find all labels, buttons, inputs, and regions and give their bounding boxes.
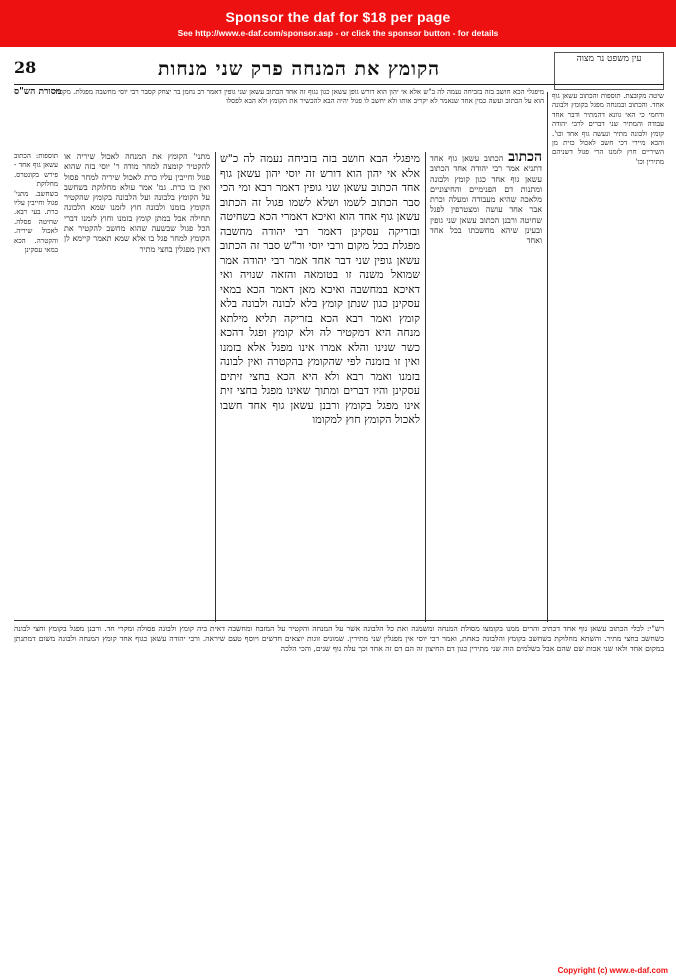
margin-notes: תוספות: הכתוב עשאן גוף אחד - פירש בקונטרס. מחלוקת בשחשב. מתני' פגול וחייבין עליו כרת. בעי רבא. שחיטה פסלה. לאכול שיריה. והקטרה. הכא במאי עסקינן (14, 152, 58, 255)
top-commentary: מיפגלי הכא חושב בזה בזביחה נעמה לה ב"ש אלא אי יהון הוא דורש גופן עשאן כגון נגוף זה אחד הכתוב עשאן שני גופין דאמר רב נחמן בר יצחק קסבר רבי יוסי מחשבה מפגלת. מקפיד הוא על הכתוב ועשה כמין אחד שנאמר לא יקריב אותו ולא יחשב לו פגול יהיה הבא להכשיר את הקומץ ולא הבא לפסלו (54, 88, 544, 105)
sponsor-title[interactable]: Sponsor the daf for $18 per page (225, 9, 451, 25)
ein-mishpat-column: שיטה מקובצת. תוספות והכתוב עשאן גוף אחד. והכתוב ובמנחה מפגל בקומץ ולבונה ודחמי כי האי גוונא דהמתיר ודבר אחד עבודה והמתיר שני דברים לרבי יהודה קומץ ולבונה מתיר ונעשה גוף אחד וכו'. והכא מיירי דכי חשב לאכול כזית מן השיריים חוץ לזמנו הרי פגול דשניהם מתירין וכו' (552, 92, 664, 166)
copyright-notice[interactable]: Copyright (c) www.e-daf.com (557, 966, 668, 975)
page-title: הקומץ את המנחה פרק שני מנחות (157, 58, 441, 80)
rashi-column: מתני' הקומץ את המנחה לאכול שיריה או להקטיר קומצה למחר מודה ר' יוסי בזה שהוא פגול וחייבין עליו כרת לאכול שיריה למחר פסול ואין בו כרת. גמ' אמר עולא מחלוקת בשחשב על הקומץ בלבונה ועל הלבונה בקומץ שהקטיר הקומץ בזמנו ולבונה חוץ לזמנו שמא הלבונה תחילה אבל במתן קומץ בזמנו וחוץ לזמנו דברי הכל פגול שבשעה שהוא מחשב להקטיר את הקומץ למחר פגל בו אלא שמא תאמר קיימא לן דאין מפגלין בחצי מתיר (64, 152, 210, 254)
talmud-page (14, 52, 664, 958)
column-divider (215, 152, 216, 622)
right-commentary-column (430, 152, 542, 622)
masoret-hashas-header: מסורת הש"ס (14, 87, 62, 97)
right-commentary-text: הכתוב עשאן גוף אחד דתניא אמר רבי יהודה אחד הכתוב עשאן גוף אחד כגון קומץ ולבונה ומתנות דם הפנימיים והחיצוניים מלאכה שהיא מעבודה ומעלה וכרת אבר אחד עושה ומצטרפין לפגל שחיטה ורבנן הכתוב עשאן שני גופין ובעינן שיהא מחשבתו בכל אחד ואחד (430, 154, 542, 246)
header-rule (14, 84, 664, 85)
ein-mishpat-header: עין משפט נר מצוה (554, 52, 664, 90)
page-number: 28 (14, 58, 37, 77)
sponsor-banner[interactable] (0, 0, 676, 47)
footnote-rule (14, 620, 664, 621)
commentary-heading: הכתוב (508, 152, 542, 165)
gemara-text: מיפגלי הבא חושב בזה בזביחה נעמה לה כ"ש אלא אי יהון הוא דורש זה יוסי יהון עשאן גוף אחד הכתוב עשאן שני גופין דאמר רבא ומי הכי סבר הכתוב לשמו ושלא לשמו פגול זה הכתוב עשאן גוף אחד הוא ואיכא דאמרי הכא בשחיטה ובזריקה עסקינן דאמר רבי יהודה מחשבה מפגלת בכל מקום ורבי יוסי ור"ש סבר זה הכתוב עשאן גופין שני דבר אחד אמר רבי יהודה אמר שמואל משנה זו בטומאה והזאה שנויה ואי דאיכא במחשבה ואיכא מאן דאמר הכא במאי עסקינן כגון שנתן קומץ בלא לבונה ולבונה בלא קומץ ואמר רבא הכא בזריקה תליא מילתא מנחה היא דמקטיר לה ולא קומץ ופגל דהכא כשר שנינו והלא אמרו אינו מפגל אלא בזמנו ואין זו בזמנה לפי שהקומץ בהקטרה ואין לבונה בזמנו ואמר רבא ולא היא הכא בחצי זיתים עסקינן והיו דברים ומתוך שאינו מפגל בחצי זית אינו מפגל בקומץ ורבנן עשאן גוף אחד חשבו לאכול הקומץ חוץ למקומו (220, 152, 420, 426)
column-divider (425, 152, 426, 622)
column-divider (547, 92, 548, 622)
sponsor-subtitle[interactable]: See http://www.e-daf.com/sponsor.asp - or click the sponsor button - for details (177, 28, 499, 38)
bottom-commentary: רש"י: לכלי הכתוב עשאן גוף אחד דכתיב והרים ממנו בקומצו מסולת המנחה ומשמנה ואת כל הלבונה אשר על המנחה והקטיר על המזבח ומחשבה דאית ביה קומץ ולבונה פסולה ומקרי חד. ורבנן מפגל בקומץ וחצי לבונה כשחשב בחצי מתיר. והשתא מחלוקת בשחשב בקומץ והלבונה כאחת, ואמר רבי יוסי אין מפגלין שני מתירין. שמונים זוגות יוצאים חדשים ויוסף טעם שיראה. ורבי יהודה עשאן כגוף אחד קומץ המנחה ולבונה משום דמתנתן במקום אחד ולאו שני אבות שם שהם אבל בשלמים הוה שני מתירין כגון דם החיצון זה הם דם זה אחד וכך עלה גוף שנים, והכי הלכה (14, 624, 664, 654)
gemara-column (220, 152, 420, 622)
